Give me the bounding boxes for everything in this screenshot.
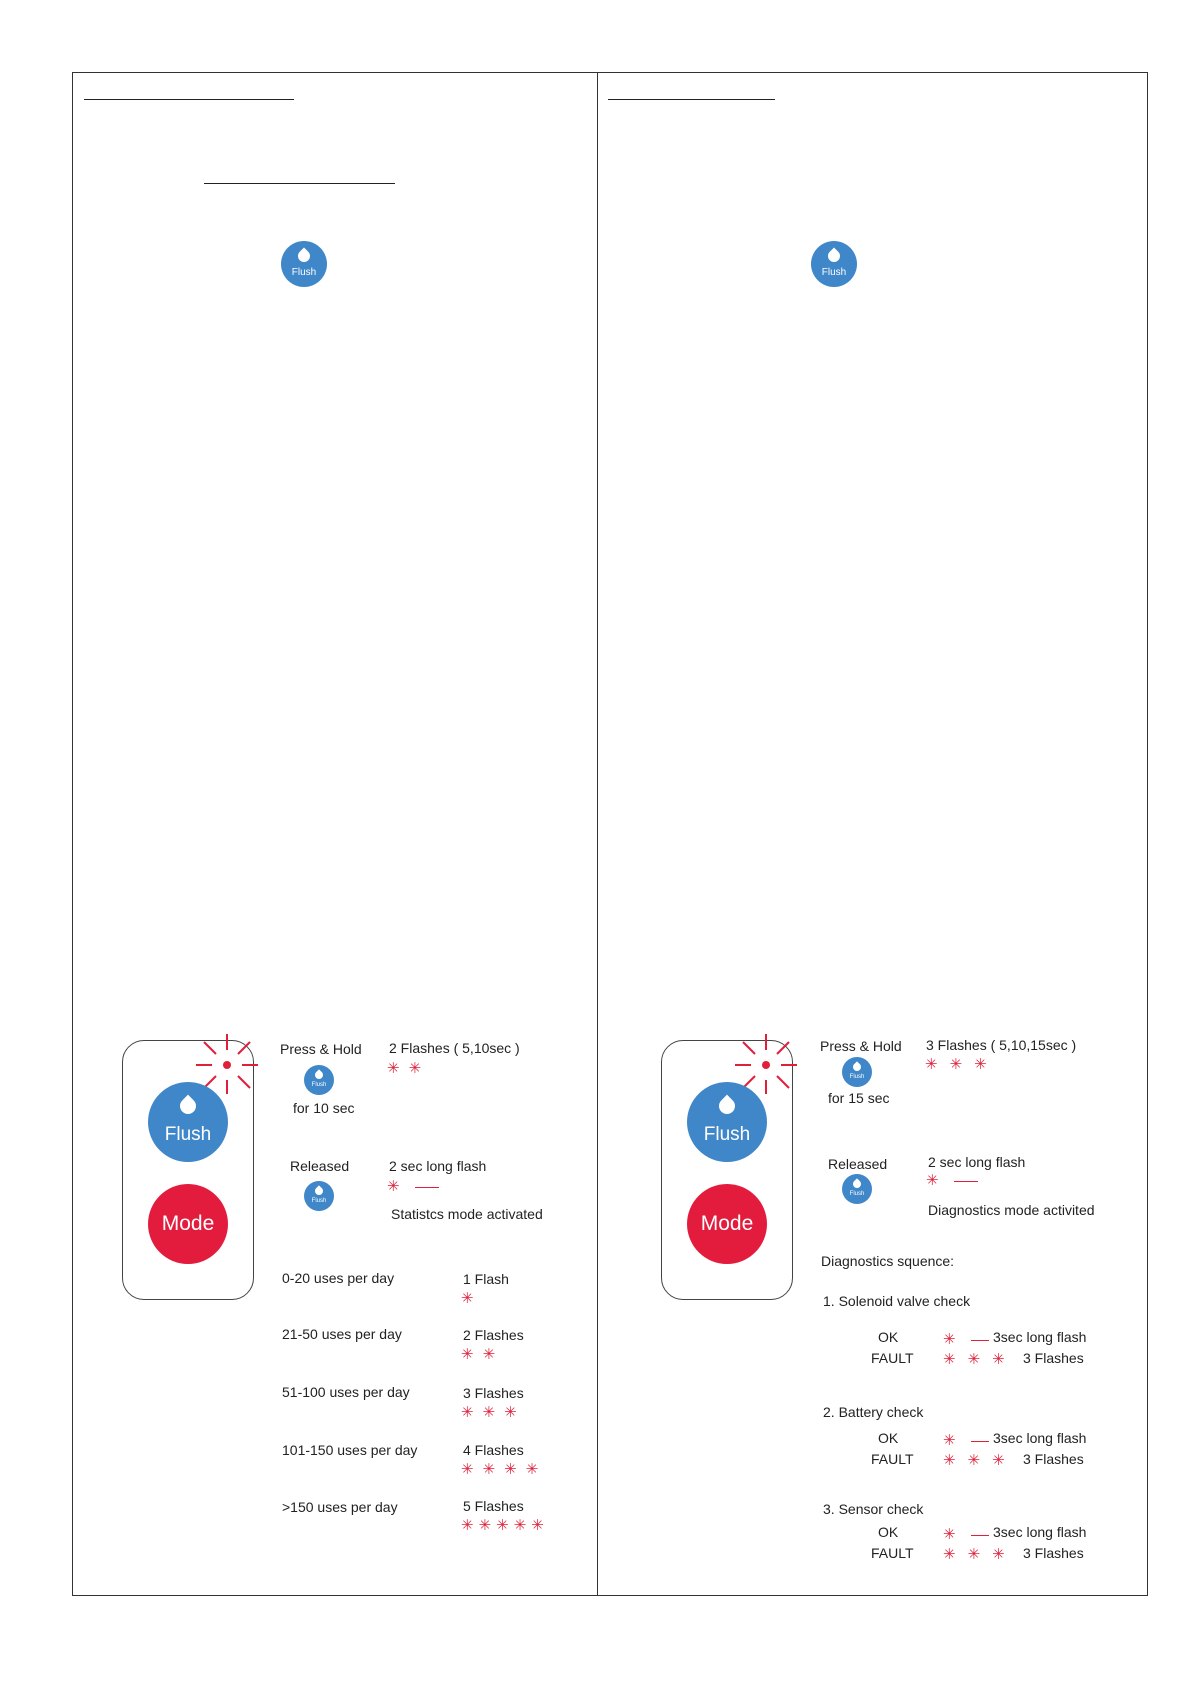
flash-indicator: ✳✳✳ [943,1452,1017,1469]
stat-flashes: 4 Flashes [463,1442,524,1458]
stat-range: 51-100 uses per day [282,1384,410,1400]
hold-time-label: for 10 sec [293,1100,355,1116]
flash-indicator: ✳✳ [387,1060,431,1077]
long-flash-indicator: ✳ [943,1431,989,1449]
flush-button-icon: Flush [811,241,857,287]
check-ok-desc: 3sec long flash [993,1329,1087,1345]
water-drop-icon [177,1095,200,1118]
hold-time-label: for 15 sec [828,1090,890,1106]
water-drop-icon [851,1178,862,1189]
mode-activated-label: Statistcs mode activated [391,1206,543,1222]
column-divider [597,72,598,1596]
flash-indicator: ✳✳✳ [461,1404,526,1421]
check-ok-label: OK [878,1524,899,1540]
released-label: Released [290,1158,350,1174]
stat-flashes: 3 Flashes [463,1385,524,1401]
check-title: 2. Battery check [823,1404,924,1420]
released-label: Released [828,1156,888,1172]
sequence-title: Diagnostics squence: [821,1253,955,1269]
flash-indicator: ✳✳✳ [943,1351,1017,1368]
flash-indicator: ✳✳✳ [943,1546,1017,1563]
long-flash-indicator: ✳ [926,1171,978,1189]
check-fault-label: FAULT [871,1451,914,1467]
subheading-underline [204,183,395,184]
check-fault-desc: 3 Flashes [1023,1451,1084,1467]
check-title: 1. Solenoid valve check [823,1293,971,1309]
check-ok-desc: 3sec long flash [993,1524,1087,1540]
flush-button-icon: Flush [304,1181,334,1211]
heading-underline [84,99,294,100]
remote-flush-button: Flush [148,1082,228,1162]
long-flash-indicator: ✳ [943,1330,989,1348]
stat-range: >150 uses per day [282,1499,398,1515]
remote-mode-button: Mode [687,1184,767,1264]
press-flashes-label: 3 Flashes ( 5,10,15sec ) [926,1037,1077,1053]
water-drop-icon [826,248,843,265]
flush-button-icon: Flush [842,1174,872,1204]
flash-indicator: ✳✳✳✳ [461,1461,548,1478]
released-flash-label: 2 sec long flash [389,1158,487,1174]
check-ok-label: OK [878,1329,899,1345]
long-flash-indicator: ✳ [387,1177,439,1195]
flash-indicator: ✳✳✳ [925,1056,999,1073]
check-title: 3. Sensor check [823,1501,924,1517]
remote-mode-button: Mode [148,1184,228,1264]
stat-range: 21-50 uses per day [282,1326,402,1342]
stat-flashes: 2 Flashes [463,1327,524,1343]
flush-button-icon: Flush [281,241,327,287]
heading-underline [608,99,775,100]
press-hold-label: Press & Hold [820,1038,902,1054]
stat-flashes: 5 Flashes [463,1498,524,1514]
flash-indicator: ✳✳ [461,1346,505,1363]
check-ok-desc: 3sec long flash [993,1430,1087,1446]
water-drop-icon [716,1095,739,1118]
water-drop-icon [296,248,313,265]
press-hold-label: Press & Hold [280,1041,362,1057]
check-fault-label: FAULT [871,1350,914,1366]
stat-range: 0-20 uses per day [282,1270,395,1286]
long-flash-indicator: ✳ [943,1525,989,1543]
flush-button-icon: Flush [304,1065,334,1095]
check-fault-desc: 3 Flashes [1023,1545,1084,1561]
flush-button-icon: Flush [842,1057,872,1087]
check-ok-label: OK [878,1430,899,1446]
released-flash-label: 2 sec long flash [928,1154,1026,1170]
flash-indicator: ✳✳✳✳✳ [461,1517,549,1534]
stat-flashes: 1 Flash [463,1271,509,1287]
remote-flush-button: Flush [687,1082,767,1162]
water-drop-icon [313,1069,324,1080]
check-fault-desc: 3 Flashes [1023,1350,1084,1366]
mode-activated-label: Diagnostics mode activited [928,1202,1095,1218]
press-flashes-label: 2 Flashes ( 5,10sec ) [389,1040,520,1056]
water-drop-icon [313,1185,324,1196]
water-drop-icon [851,1061,862,1072]
check-fault-label: FAULT [871,1545,914,1561]
flash-indicator: ✳ [461,1290,483,1307]
stat-range: 101-150 uses per day [282,1442,418,1458]
